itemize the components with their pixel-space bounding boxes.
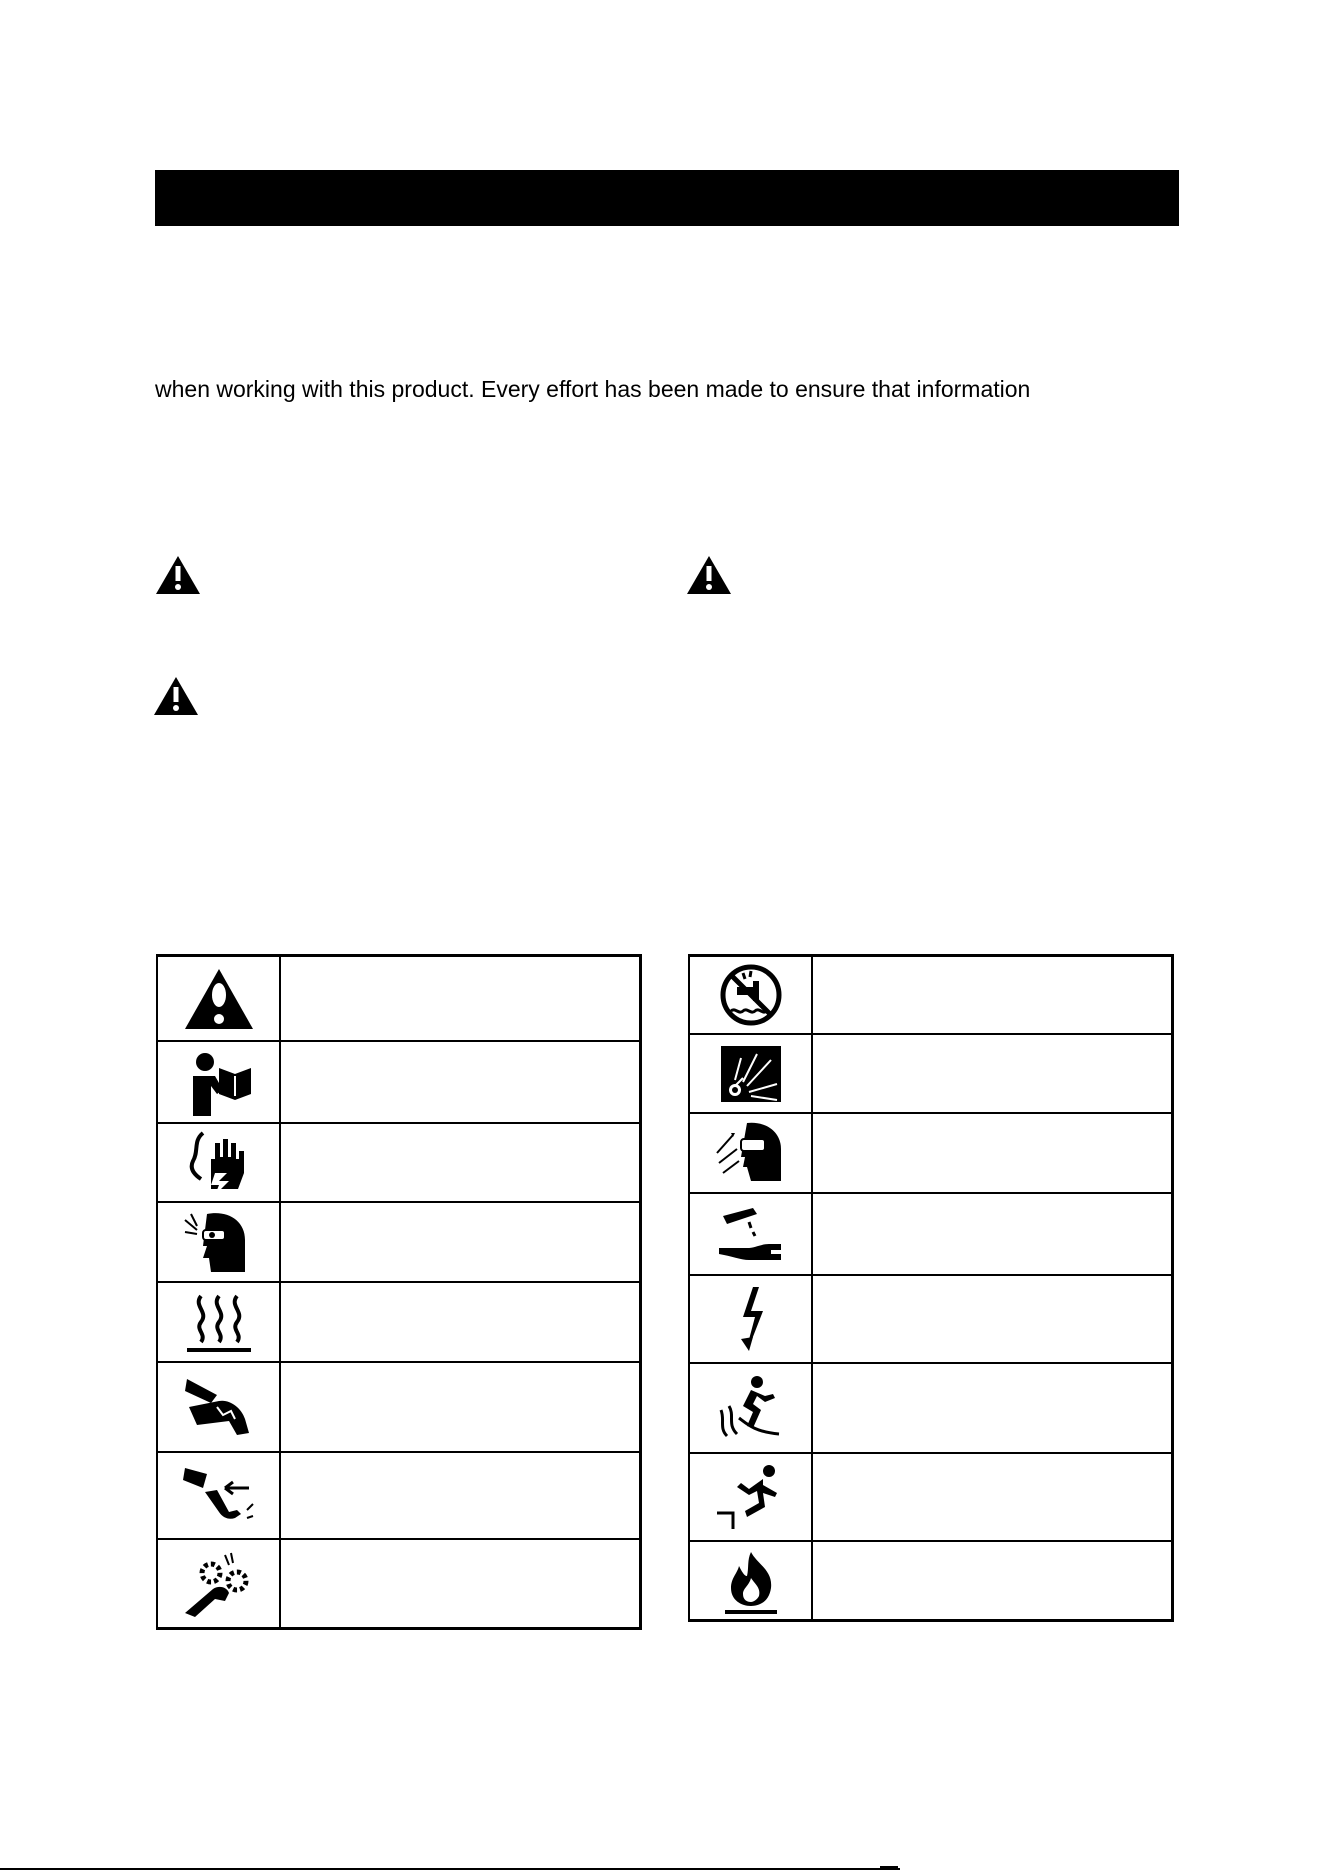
symbol-row: [158, 1124, 639, 1203]
cut-hazard-icon: [158, 1453, 281, 1538]
face-shield-icon: [690, 1114, 813, 1192]
symbol-row: [690, 1276, 1171, 1364]
symbol-row: [690, 1194, 1171, 1276]
symbol-row: [158, 1453, 639, 1540]
slip-hazard-icon: [690, 1364, 813, 1452]
entanglement-gears-icon: [158, 1540, 281, 1630]
symbol-row: [690, 1454, 1171, 1542]
symbol-row: [158, 1540, 639, 1630]
symbol-row: [690, 1364, 1171, 1454]
crush-hand-icon: [158, 1363, 281, 1451]
symbol-row: [690, 1542, 1171, 1622]
chemical-burn-icon: [690, 1194, 813, 1274]
no-water-electrical-icon: [690, 957, 813, 1033]
intro-text: when working with this product. Every effort has been made to ensure that information: [155, 376, 1031, 402]
fire-hazard-icon: [690, 1542, 813, 1622]
fall-hazard-icon: [690, 1454, 813, 1540]
safety-alert-icon: [158, 957, 281, 1040]
symbol-row: [690, 957, 1171, 1035]
footer-rule: [0, 1868, 900, 1870]
read-manual-icon: [158, 1042, 281, 1122]
hot-surface-icon: [158, 1283, 281, 1361]
symbol-row: [690, 1035, 1171, 1114]
symbol-row: [158, 1363, 639, 1453]
warning-triangle-icon: [155, 555, 201, 595]
symbol-row: [158, 1042, 639, 1124]
warning-triangle-icon: [153, 676, 199, 716]
hazard-symbol-table-right: [688, 954, 1174, 1622]
symbol-row: [158, 957, 639, 1042]
warning-triangle-icon: [686, 555, 732, 595]
eye-protection-icon: [158, 1203, 281, 1281]
explosion-icon: [690, 1035, 813, 1112]
footer-tick: [880, 1866, 898, 1870]
high-voltage-icon: [690, 1276, 813, 1362]
symbol-row: [158, 1283, 639, 1363]
section-header-bar: [155, 170, 1179, 226]
electric-shock-hand-icon: [158, 1124, 281, 1201]
hazard-symbol-table-left: [156, 954, 642, 1630]
symbol-row: [158, 1203, 639, 1283]
symbol-row: [690, 1114, 1171, 1194]
